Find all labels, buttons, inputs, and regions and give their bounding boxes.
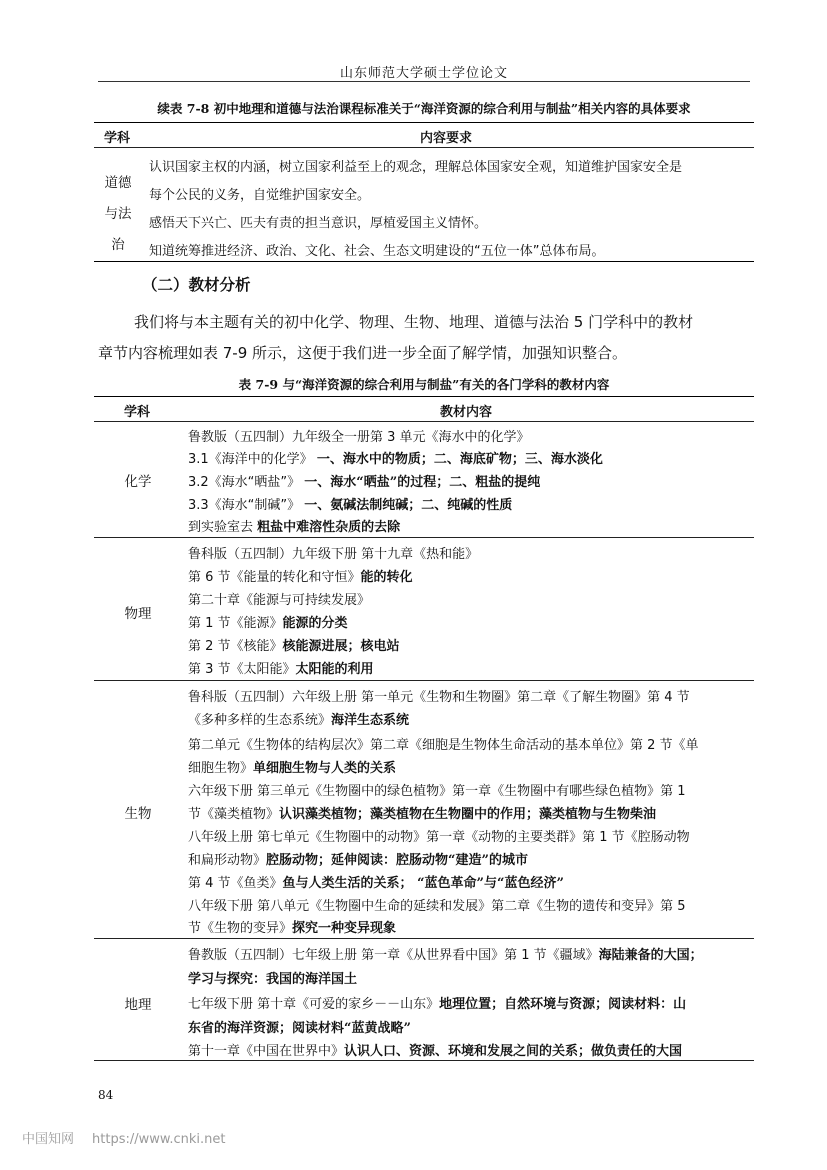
textbook-line: 八年级上册 第七单元《生物圈中的动物》第一章《动物的主要类群》第 1 节《腔肠动物 bbox=[188, 830, 690, 845]
requirement-line: 每个公民的义务，自觉维护国家安全。 bbox=[149, 188, 371, 203]
table-7-9-caption: 表 7-9 与“海洋资源的综合利用与制盐”有关的各门学科的教材内容 bbox=[238, 377, 610, 392]
table-header-rule bbox=[94, 147, 754, 148]
textbook-line: 七年级下册 第十章《可爱的家乡－－山东》地理位置；自然环境与资源；阅读材料：山 bbox=[188, 997, 687, 1012]
header-rule bbox=[98, 81, 750, 82]
subject-cell-physics: 物理 bbox=[124, 606, 152, 622]
textbook-line: 节《生物的变异》探究一种变异现象 bbox=[188, 921, 397, 936]
textbook-line: 东省的海洋资源；阅读材料“蓝黄战略” bbox=[188, 1021, 411, 1036]
textbook-line: 鲁教版（五四制）七年级上册 第一章《从世界看中国》第 1 节《疆域》海陆兼备的大国； bbox=[188, 948, 703, 963]
paragraph-line: 章节内容梳理如表 7-9 所示，这便于我们进一步全面了解学情，加强知识整合。 bbox=[98, 344, 628, 362]
column-header-content: 教材内容 bbox=[440, 405, 493, 420]
textbook-line: 学习与探究：我国的海洋国土 bbox=[188, 972, 358, 987]
textbook-line: 第二十章《能源与可持续发展》 bbox=[188, 593, 371, 608]
watermark-url: https://www.cnki.net bbox=[92, 1132, 226, 1147]
textbook-line: 3.1《海洋中的化学》 一、海水中的物质；二、海底矿物；三、海水淡化 bbox=[188, 452, 603, 467]
textbook-line: 第 1 节《能源》能源的分类 bbox=[188, 616, 348, 631]
watermark-brand: 中国知网 bbox=[22, 1132, 75, 1147]
table-header-rule bbox=[94, 421, 754, 422]
textbook-line: 第 4 节《鱼类》鱼与人类生活的关系； “蓝色革命”与“蓝色经济” bbox=[188, 876, 564, 891]
textbook-line: 《多种多样的生态系统》海洋生态系统 bbox=[188, 713, 410, 728]
subject-cell-geography: 地理 bbox=[124, 997, 152, 1013]
textbook-line: 六年级下册 第三单元《生物圈中的绿色植物》第一章《生物圈中有哪些绿色植物》第 1 bbox=[188, 784, 686, 799]
paragraph-line: 我们将与本主题有关的初中化学、物理、生物、地理、道德与法治 5 门学科中的教材 bbox=[134, 313, 694, 331]
textbook-line: 3.2《海水“晒盐”》 一、海水“晒盐”的过程；二、粗盐的提纯 bbox=[188, 475, 541, 490]
table-bottom-rule bbox=[94, 1060, 754, 1061]
textbook-line: 第 2 节《核能》核能源进展；核电站 bbox=[188, 639, 400, 654]
subject-cell-biology: 生物 bbox=[124, 806, 152, 822]
table-top-rule bbox=[94, 122, 754, 123]
textbook-line: 细胞生物》单细胞生物与人类的关系 bbox=[188, 761, 397, 776]
textbook-line: 八年级下册 第八单元《生物圈中生命的延续和发展》第二章《生物的遗传和变异》第 5 bbox=[188, 899, 686, 914]
table-bottom-rule bbox=[94, 261, 754, 262]
subject-cell-chemistry: 化学 bbox=[124, 474, 152, 490]
textbook-line: 到实验室去 粗盐中难溶性杂质的去除 bbox=[188, 520, 401, 535]
table-7-8-caption: 续表 7-8 初中地理和道德与法治课程标准关于“海洋资源的综合利用与制盐”相关内容的具体要求 bbox=[157, 101, 691, 116]
requirement-line: 认识国家主权的内涵，树立国家利益至上的观念，理解总体国家安全观，知道维护国家安全是 bbox=[149, 160, 683, 175]
textbook-line: 和扁形动物》腔肠动物；延伸阅读：腔肠动物“建造”的城市 bbox=[188, 853, 528, 868]
cnki-watermark bbox=[22, 1128, 225, 1147]
row-divider bbox=[94, 680, 754, 681]
running-header: 山东师范大学硕士学位论文 bbox=[339, 66, 508, 81]
column-header-subject: 学科 bbox=[124, 405, 151, 420]
requirement-line: 感悟天下兴亡、匹夫有责的担当意识，厚植爱国主义情怀。 bbox=[149, 216, 488, 231]
textbook-line: 3.3《海水“制碱”》 一、氨碱法制纯碱；二、纯碱的性质 bbox=[188, 498, 513, 513]
textbook-line: 鲁科版（五四制）六年级上册 第一单元《生物和生物圈》第二章《了解生物圈》第 4 节 bbox=[188, 690, 690, 705]
section-heading: （二）教材分析 bbox=[142, 276, 251, 294]
row-divider bbox=[94, 537, 754, 538]
textbook-line: 第 6 节《能量的转化和守恒》能的转化 bbox=[188, 570, 413, 585]
requirement-line: 知道统筹推进经济、政治、文化、社会、生态文明建设的“五位一体”总体布局。 bbox=[149, 244, 605, 259]
subject-cell-moral-law: 道德 与法 治 bbox=[104, 175, 132, 253]
textbook-line: 第十一章《中国在世界中》认识人口、资源、环境和发展之间的关系；做负责任的大国 bbox=[188, 1044, 683, 1059]
column-header-content: 内容要求 bbox=[420, 131, 473, 146]
textbook-line: 鲁科版（五四制）九年级下册 第十九章《热和能》 bbox=[188, 547, 479, 562]
textbook-line: 第二单元《生物体的结构层次》第二章《细胞是生物体生命活动的基本单位》第 2 节《单 bbox=[188, 738, 699, 753]
row-divider bbox=[94, 938, 754, 939]
column-header-subject: 学科 bbox=[104, 131, 131, 146]
textbook-line: 第 3 节《太阳能》太阳能的利用 bbox=[188, 662, 374, 677]
textbook-line: 节《藻类植物》认识藻类植物；藻类植物在生物圈中的作用；藻类植物与生物柴油 bbox=[188, 807, 657, 822]
page-number: 84 bbox=[98, 1088, 114, 1102]
textbook-line: 鲁教版（五四制）九年级全一册第 3 单元《海水中的化学》 bbox=[188, 430, 530, 445]
table-top-rule bbox=[94, 396, 754, 397]
